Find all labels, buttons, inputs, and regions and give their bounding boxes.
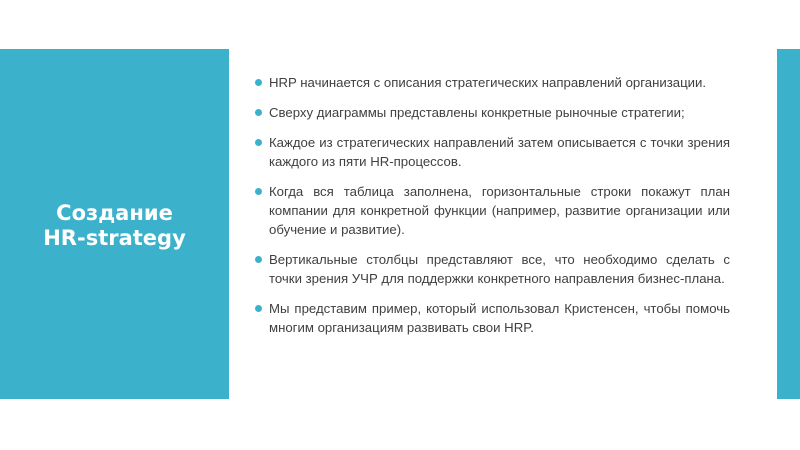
bullet-dot-icon [255,256,262,263]
slide-title-line-2: HR-strategy [43,226,186,250]
bullet-dot-icon [255,109,262,116]
bullet-text: Сверху диаграммы представлены конкретные рыночные стратегии; [269,105,685,120]
bullet-item [255,299,730,337]
bullet-text: Мы представим пример, который использовал Кристенсен, чтобы помочь многим организациям развивать свои HRP. [269,301,730,335]
bullet-item [255,103,730,122]
bullet-item [255,182,730,239]
title-panel [0,49,229,399]
slide-title [43,197,186,251]
bullet-text: Когда вся таблица заполнена, горизонтальные строки покажут план компании для конкретной функции (например, развитие организации или обучение и развитие). [269,184,730,237]
bullet-item [255,250,730,288]
right-accent-bar [777,49,800,399]
bullet-dot-icon [255,188,262,195]
bullet-list [255,73,730,337]
bullet-item [255,73,730,92]
content-area [255,73,730,348]
slide-title-line-1: Создание [56,201,173,225]
bullet-text: Вертикальные столбцы представляют все, что необходимо сделать с точки зрения УЧР для поддержки конкретного направления бизнес-плана. [269,252,730,286]
bullet-dot-icon [255,305,262,312]
bullet-item [255,133,730,171]
bullet-text: HRP начинается с описания стратегических направлений организации. [269,75,707,90]
bullet-dot-icon [255,139,262,146]
bullet-text: Каждое из стратегических направлений затем описывается с точки зрения каждого из пяти HR-процессов. [269,135,730,169]
bullet-dot-icon [255,79,262,86]
